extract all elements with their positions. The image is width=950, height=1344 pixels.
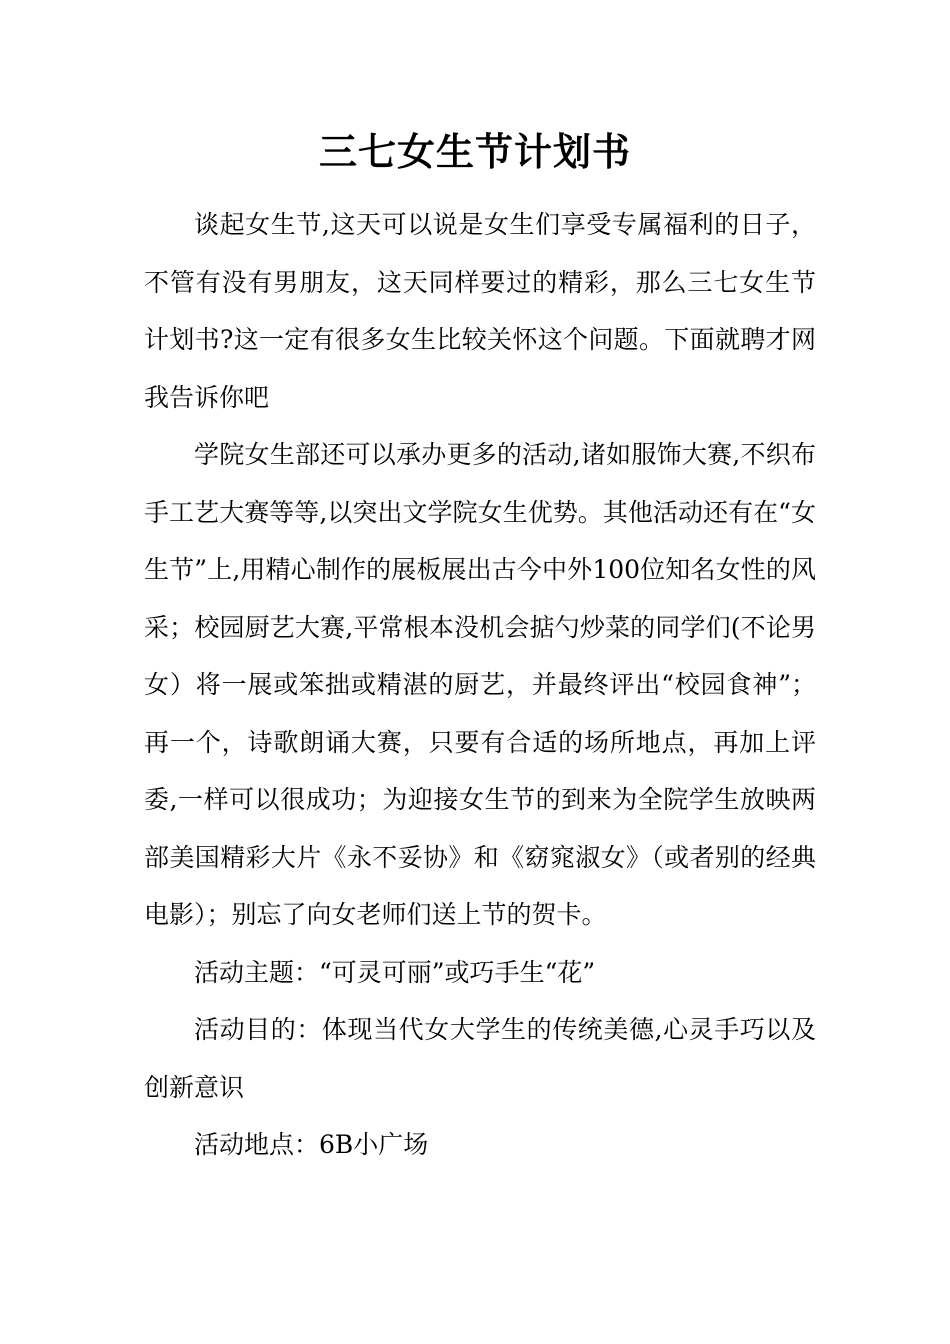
document-body [144,196,816,1174]
paragraph-location: 活动地点：6B小广场 [194,1130,429,1159]
document-title: 三七女生节计划书 [318,129,631,174]
paragraph-intro: 谈起女生节,这天可以说是女生们享受专属福利的日子，不管有没有男朋友，这天同样要过的精彩，那么三七女生节计划书?这一定有很多女生比较关怀这个问题。下面就聘才网我告诉你吧 [144,210,816,412]
paragraph-purpose: 活动目的：体现当代女大学生的传统美德,心灵手巧以及创新意识 [144,1015,816,1102]
paragraph-activities: 学院女生部还可以承办更多的活动,诸如服饰大赛,不织布手工艺大赛等等,以突出文学院女生优势。其他活动还有在“女生节”上,用精心制作的展板展出古今中外100位知名女性的风采；校园厨艺大赛,平常根本没机会掂勺炒菜的同学们(不论男女）将一展或笨拙或精湛的厨艺，并最终评出“校园食神”；再一个，诗歌朗诵大赛，只要有合适的场所地点，再加上评委,一样可以很成功；为迎接女生节的到来为全院学生放映两部美国精彩大片《永不妥协》和《窈窕淑女》（或者别的经典电影）；别忘了向女老师们送上节的贺卡。 [144,440,816,929]
paragraph-theme: 活动主题：“可灵可丽”或巧手生“花” [194,957,596,987]
